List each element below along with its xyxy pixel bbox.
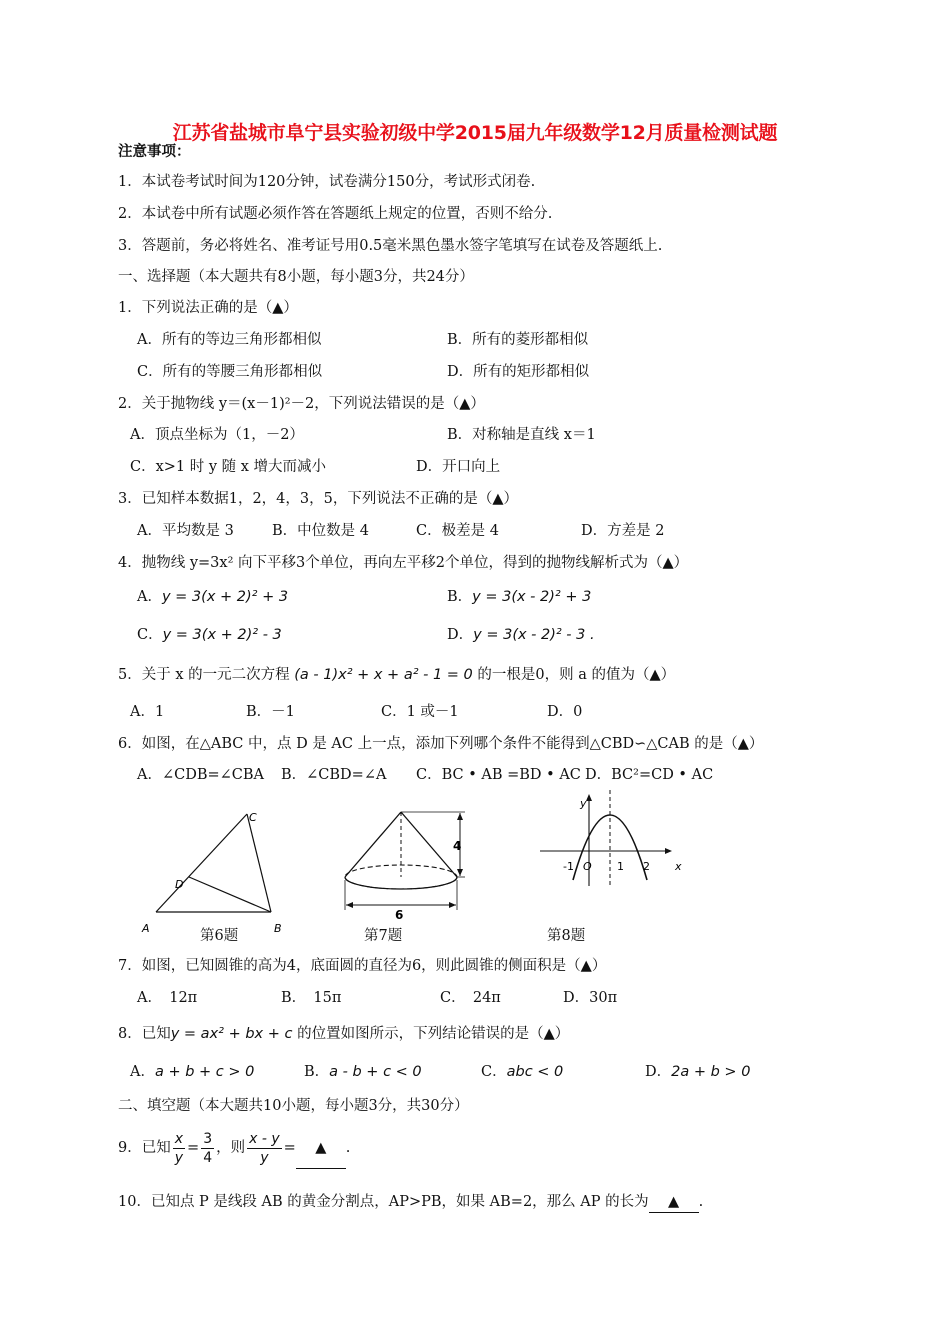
q4-option-c: C．y = 3(x + 2)² - 3: [137, 627, 282, 643]
q9-answer-blank[interactable]: ▲: [296, 1128, 346, 1169]
q7-option-b: B． 15π: [281, 990, 342, 1006]
cone-base-front: [345, 877, 457, 889]
q8-option-b: B．a - b + c < 0: [304, 1064, 422, 1080]
triangle-side-bc: [247, 814, 271, 912]
q6-option-c: C．BC • AB =BD • AC: [416, 767, 581, 783]
q2-stem: 2．关于抛物线 y＝(x－1)²－2，下列说法错误的是（▲）: [118, 396, 485, 412]
q2-option-c: C．x>1 时 y 随 x 增大而减小: [130, 459, 327, 475]
q1-stem: 1．下列说法正确的是（▲）: [118, 300, 298, 316]
segment-bd: [189, 877, 271, 912]
q4-option-b: B．y = 3(x - 2)² + 3: [447, 589, 592, 605]
label-y: y: [580, 797, 587, 810]
q6-option-b: B．∠CBD=∠A: [281, 767, 387, 783]
q3-option-a: A．平均数是 3: [137, 523, 234, 539]
q8-option-a: A．a + b + c > 0: [130, 1064, 255, 1080]
label-c: C: [249, 811, 257, 824]
fraction-x-minus-y-over-y: $\frac{x - y}{y}$: [249, 1130, 280, 1166]
q5-option-b: B．－1: [246, 704, 295, 720]
q5-stem: 5．关于 x 的一元二次方程 (a - 1)x² + x + a² - 1 = 0 的一根是0，则 a 的值为（▲）: [118, 667, 676, 683]
label-one: 1: [617, 860, 624, 873]
figure-8-caption: 第8题: [547, 928, 586, 944]
figure-8-parabola: [536, 790, 696, 890]
q6-option-a: A．∠CDB=∠CBA: [137, 767, 265, 783]
figure-7-caption: 第7题: [364, 928, 403, 944]
fraction-x-over-y: $\frac{x}{y}$: [174, 1130, 184, 1166]
q9: 9．已知 $\frac{x}{y}$ = $\frac{3}{4}$ ，则 $\frac{x - y}{y}$ = ▲ .: [118, 1128, 350, 1169]
figure-6-caption: 第6题: [200, 928, 239, 944]
notice-item-3: 3．答题前，务必将姓名、准考证号用0.5毫米黑色墨水签字笔填写在试卷及答题纸上.: [118, 238, 663, 254]
notice-item-1: 1．本试卷考试时间为120分钟，试卷满分150分，考试形式闭卷.: [118, 174, 536, 190]
q10: 10．已知点 P 是线段 AB 的黄金分割点，AP>PB，如果 AB=2，那么 AP 的长为 ▲ .: [118, 1192, 703, 1213]
q3-option-d: D．方差是 2: [581, 523, 665, 539]
figure-7-cone: [335, 800, 475, 920]
q4-stem: 4．抛物线 y=3x² 向下平移3个单位，再向左平移2个单位，得到的抛物线解析式为（▲）: [118, 555, 689, 571]
label-d: D: [175, 878, 184, 891]
triangle-side-ac: [156, 814, 247, 912]
q8-equation: y = ax² + bx + c: [170, 1026, 293, 1042]
label-a: A: [142, 922, 150, 935]
height-label: 4: [453, 839, 462, 853]
q1-option-c: C．所有的等腰三角形都相似: [137, 364, 323, 380]
q8-option-c: C．abc < 0: [481, 1064, 564, 1080]
q3-stem: 3．已知样本数据1，2，4，3，5，下列说法不正确的是（▲）: [118, 491, 519, 507]
q7-option-c: C． 24π: [440, 990, 501, 1006]
q6-stem: 6．如图，在△ABC 中，点 D 是 AC 上一点，添加下列哪个条件不能得到△CBD∽△CAB 的是（▲）: [118, 736, 764, 752]
q7-stem: 7．如图，已知圆锥的高为4，底面圆的直径为6，则此圆锥的侧面积是（▲）: [118, 958, 607, 974]
q8-stem: 8．已知y = ax² + bx + c 的位置如图所示，下列结论错误的是（▲）: [118, 1026, 570, 1042]
label-two: 2: [643, 860, 650, 873]
section-2-heading: 二、填空题（本大题共10小题，每小题3分，共30分）: [118, 1098, 469, 1114]
q1-option-d: D．所有的矩形都相似: [447, 364, 590, 380]
q5-option-d: D．0: [547, 704, 583, 720]
fraction-3-over-4: $\frac{3}{4}$: [203, 1130, 213, 1166]
q2-option-a: A．顶点坐标为（1，－2）: [130, 427, 304, 443]
q2-option-b: B．对称轴是直线 x＝1: [447, 427, 596, 443]
q2-option-d: D．开口向上: [416, 459, 501, 475]
q3-option-b: B．中位数是 4: [272, 523, 369, 539]
notice-heading: 注意事项：: [118, 144, 191, 160]
cone-slant-left: [345, 812, 401, 877]
figure-6-triangle: [138, 806, 298, 936]
q5-option-a: A．1: [130, 704, 165, 720]
q5-equation: (a - 1)x² + x + a² - 1 = 0: [294, 667, 473, 683]
label-x: x: [675, 860, 682, 873]
q3-option-c: C．极差是 4: [416, 523, 499, 539]
diameter-label: 6: [395, 908, 404, 920]
label-minus-one: -1: [563, 860, 574, 873]
q8-option-d: D．2a + b > 0: [645, 1064, 751, 1080]
q10-answer-blank[interactable]: ▲: [649, 1192, 699, 1213]
q6-option-d: D．BC²=CD • AC: [585, 767, 714, 783]
label-origin: O: [583, 860, 592, 873]
exam-title: 江苏省盐城市阜宁县实验初级中学2015届九年级数学12月质量检测试题: [172, 122, 778, 144]
q4-option-a: A．y = 3(x + 2)² + 3: [137, 589, 289, 605]
label-b: B: [274, 922, 282, 935]
q1-option-a: A．所有的等边三角形都相似: [137, 332, 322, 348]
section-1-heading: 一、选择题（本大题共有8小题，每小题3分，共24分）: [118, 269, 474, 285]
q1-option-b: B．所有的菱形都相似: [447, 332, 589, 348]
q7-option-a: A． 12π: [137, 990, 198, 1006]
notice-item-2: 2．本试卷中所有试题必须作答在答题纸上规定的位置，否则不给分.: [118, 206, 553, 222]
q5-option-c: C．1 或－1: [381, 704, 459, 720]
cone-slant-right: [401, 812, 457, 877]
q7-option-d: D．30π: [563, 990, 618, 1006]
q4-option-d: D．y = 3(x - 2)² - 3 .: [447, 627, 595, 643]
